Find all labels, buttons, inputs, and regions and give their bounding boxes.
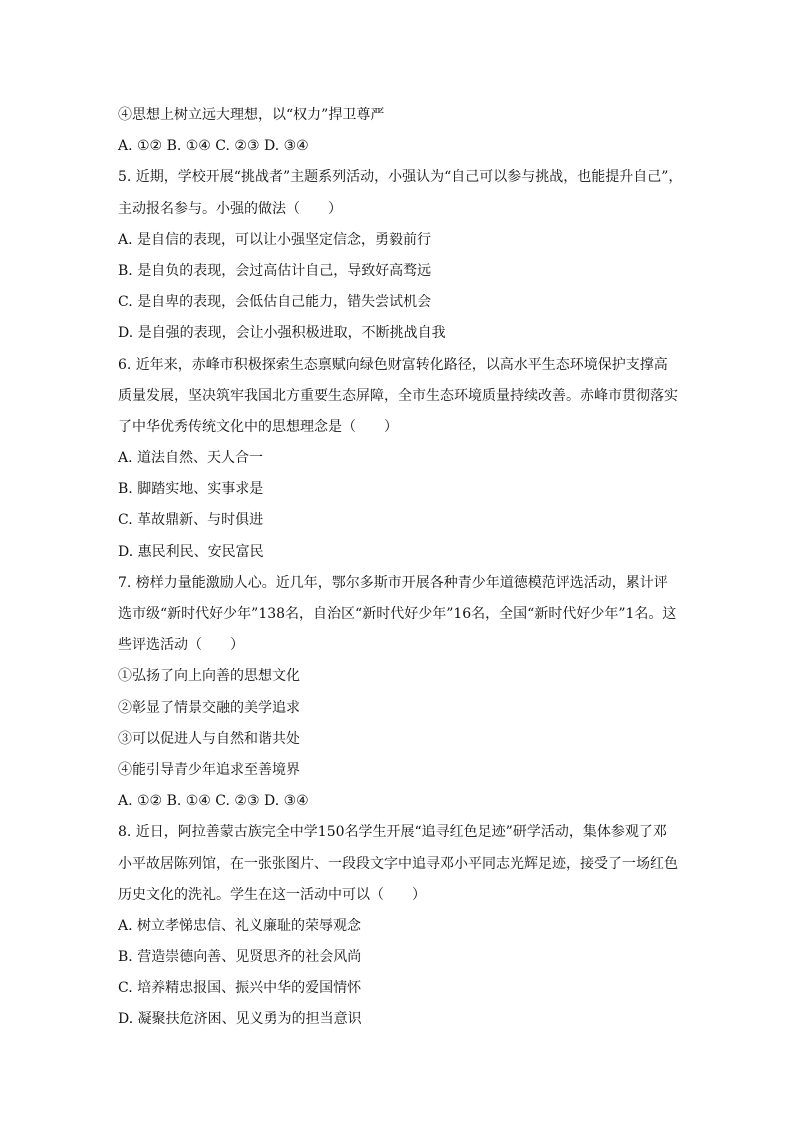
- q5-stem-line-2: 主动报名参与。小强的做法（ ）: [118, 200, 342, 217]
- q6-option-d: D. 惠民利民、安民富民: [118, 543, 264, 560]
- question-5: [118, 162, 688, 349]
- q4-item-4: ④思想上树立远大理想，以“权力”捍卫尊严: [118, 107, 385, 123]
- q6-option-a: A. 道法自然、天人合一: [118, 450, 264, 467]
- q8-option-b: B. 营造崇德向善、见贤思齐的社会风尚: [118, 949, 362, 966]
- q6-option-b: B. 脚踏实地、实事求是: [118, 481, 264, 498]
- q8-stem-line-1: 8. 近日，阿拉善蒙古族完全中学150名学生开展“追寻红色足迹”研学活动，集体参观了邓: [118, 824, 667, 841]
- q8-option-c: C. 培养精忠报国、振兴中华的爱国情怀: [118, 980, 362, 997]
- q8-stem-line-3: 历史文化的洗礼。学生在这一活动中可以（ ）: [118, 886, 426, 903]
- q8-option-a: A. 树立孝悌忠信、礼义廉耻的荣辱观念: [118, 917, 362, 934]
- q7-item-2: ②彰显了情景交融的美学追求: [118, 699, 300, 716]
- q7-stem-line-1: 7. 榜样力量能激励人心。近几年，鄂尔多斯市开展各种青少年道德模范评选活动，累计评: [118, 574, 668, 591]
- q5-stem-line-1: 5. 近期，学校开展“挑战者”主题系列活动，小强认为“自己可以参与挑战，也能提升自己”，: [118, 169, 683, 186]
- question-4-tail: [118, 100, 688, 162]
- q6-stem-line-2: 质量发展，坚决筑牢我国北方重要生态屏障，全市生态环境质量持续改善。赤峰市贯彻落实: [118, 387, 678, 404]
- q7-options: A. ①② B. ①④ C. ②③ D. ③④: [118, 793, 309, 810]
- q7-item-1: ①弘扬了向上向善的思想文化: [118, 668, 300, 685]
- q6-option-c: C. 革故鼎新、与时俱进: [118, 512, 264, 529]
- q7-item-4: ④能引导青少年追求至善境界: [118, 761, 300, 778]
- q5-option-d: D. 是自强的表现，会让小强积极进取，不断挑战自我: [118, 325, 446, 342]
- q5-option-c: C. 是自卑的表现，会低估自己能力，错失尝试机会: [118, 294, 432, 311]
- q5-option-b: B. 是自负的表现，会过高估计自己，导致好高骛远: [118, 262, 432, 279]
- question-7: [118, 568, 688, 818]
- question-6: [118, 350, 688, 568]
- question-8: [118, 817, 688, 1035]
- q6-stem-line-3: 了中华优秀传统文化中的思想理念是（ ）: [118, 418, 398, 435]
- q7-item-3: ③可以促进人与自然和谐共处: [118, 730, 300, 747]
- q8-option-d: D. 凝聚扶危济困、见义勇为的担当意识: [118, 1011, 362, 1028]
- q6-stem-line-1: 6. 近年来，赤峰市积极探索生态禀赋向绿色财富转化路径，以高水平生态环境保护支撑高: [118, 356, 668, 373]
- q4-options: A. ①② B. ①④ C. ②③ D. ③④: [118, 138, 309, 155]
- q7-stem-line-3: 些评选活动（ ）: [118, 637, 244, 654]
- q7-stem-line-2: 选市级“新时代好少年”138名，自治区“新时代好少年”16名，全国“新时代好少年”1名。这: [118, 606, 677, 622]
- question-content: [118, 100, 688, 1036]
- q5-option-a: A. 是自信的表现，可以让小强坚定信念，勇毅前行: [118, 231, 432, 248]
- q8-stem-line-2: 小平故居陈列馆，在一张张图片、一段段文字中追寻邓小平同志光辉足迹，接受了一场红色: [118, 855, 678, 872]
